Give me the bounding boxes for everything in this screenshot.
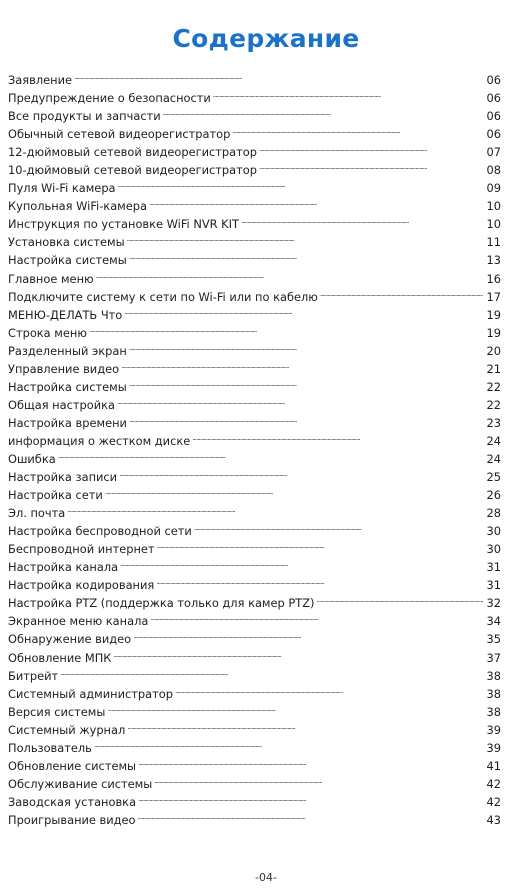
toc-entry-page: 42 [486,776,501,791]
toc-entry-page: 31 [486,560,501,575]
toc-entry[interactable] [8,84,501,106]
toc-entry-page: 31 [486,578,501,593]
dot-leader [232,120,482,138]
dot-leader [74,66,483,84]
dot-leader [194,517,483,535]
toc-entry-page: 17 [486,289,501,304]
dot-leader [129,409,483,427]
toc-entry-page: 38 [486,668,501,683]
dot-leader [259,138,483,156]
dot-leader [138,806,483,824]
toc-entry-page: 24 [486,433,501,448]
toc-entry-label: Настройка PTZ (поддержка только для камер PTZ) [8,596,315,611]
toc-entry-label: Обычный сетевой видеорегистратор [8,127,231,142]
toc-entry-page: 13 [486,253,501,268]
toc-entry-page: 22 [486,379,501,394]
toc-entry-page: 08 [486,163,501,178]
toc-entry-page: 34 [486,614,501,629]
toc-entry-page: 20 [486,343,501,358]
dot-leader [96,265,483,283]
toc-entry-label: Пуля Wi-Fi камера [8,181,116,196]
toc-entry-page: 35 [486,632,501,647]
dot-leader [150,607,482,625]
toc-entry-label: Обнаружение видео [8,632,132,647]
dot-leader [163,102,483,120]
dot-leader [154,770,482,788]
dot-leader [259,156,483,174]
toc-entry-page: 30 [486,542,501,557]
dot-leader [241,210,483,228]
table-of-contents [8,66,501,827]
toc-entry-label: Заводская установка [8,794,137,809]
toc-entry-page: 41 [486,758,501,773]
toc-entry[interactable] [8,445,501,466]
toc-entry[interactable] [8,66,501,87]
dot-leader [138,788,482,806]
dot-leader [129,373,483,391]
dot-leader [149,192,483,210]
toc-entry-page: 30 [486,524,501,539]
dot-leader [121,355,482,373]
dot-leader [107,698,482,716]
toc-entry-label: Настройка системы [8,253,127,268]
toc-entry-label: 12-дюймовый сетевой видеорегистратор [8,145,257,160]
toc-entry-page: 10 [486,217,501,232]
toc-entry-label: информация о жестком диске [8,433,191,448]
toc-entry-page: 19 [486,325,501,340]
toc-entry-label: Обновление МПК [8,650,112,665]
toc-entry-label: Битрейт [8,668,59,683]
dot-leader [316,589,482,607]
dot-leader [117,391,483,409]
toc-entry[interactable] [8,499,501,521]
toc-entry-page: 26 [486,488,501,503]
toc-entry-label: Обслуживание системы [8,776,153,791]
dot-leader [192,427,482,445]
toc-entry-label: Обновление системы [8,758,137,773]
toc-entry-label: Настройка кодирования [8,578,155,593]
dot-leader [175,680,483,698]
toc-entry-page: 32 [486,596,501,611]
toc-entry-label: Настройка записи [8,470,118,485]
dot-leader [129,337,483,355]
dot-leader [94,734,483,752]
toc-entry-label: Системный журнал [8,722,126,737]
toc-entry-label: Подключите систему к сети по Wi-Fi или по кабелю [8,289,318,304]
toc-entry-page: 38 [486,704,501,719]
dot-leader [124,301,482,319]
toc-entry[interactable] [8,463,501,485]
toc-entry-page: 43 [486,812,501,827]
toc-entry-label: Все продукты и запчасти [8,109,161,124]
toc-entry-label: Настройка беспроводной сети [8,524,192,539]
toc-entry-label: Проигрывание видео [8,812,136,827]
toc-entry[interactable] [8,662,501,683]
dot-leader [133,625,482,643]
toc-entry-page: 16 [486,271,501,286]
toc-entry-label: Пользователь [8,740,92,755]
toc-entry-page: 24 [486,451,501,466]
toc-entry-label: Настройка сети [8,488,103,503]
toc-entry-page: 06 [486,127,501,142]
toc-entry-page: 39 [486,740,501,755]
toc-entry-label: 10-дюймовый сетевой видеорегистратор [8,163,257,178]
toc-entry-label: Настройка системы [8,379,127,394]
toc-entry-page: 37 [486,650,501,665]
toc-entry[interactable] [8,680,501,701]
toc-entry-page: 22 [486,397,501,412]
dot-leader [119,463,482,481]
toc-entry-label: Установка системы [8,235,125,250]
dot-leader [127,228,483,246]
toc-entry-page: 07 [486,145,501,160]
toc-entry-page: 10 [486,199,501,214]
toc-entry-page: 39 [486,722,501,737]
toc-entry-page: 21 [486,361,501,376]
toc-entry-label: Заявление [8,73,72,87]
toc-entry-label: Строка меню [8,325,87,340]
toc-entry-page: 25 [486,470,501,485]
dot-leader [127,716,482,734]
dot-leader [105,481,483,499]
toc-entry-page: 06 [486,109,501,124]
toc-entry-label: Главное меню [8,271,94,286]
dot-leader [129,246,483,264]
toc-entry-page: 28 [486,506,501,521]
toc-entry-label: Общая настройка [8,397,115,412]
toc-entry-label: Беспроводной интернет [8,542,155,557]
toc-entry[interactable] [8,517,501,539]
toc-entry-page: 11 [486,235,501,250]
toc-entry-label: Ошибка [8,451,56,466]
toc-entry-label: Экранное меню канала [8,614,149,629]
toc-entry-page: 06 [486,73,501,87]
dot-leader [60,662,482,680]
dot-leader [89,319,483,337]
toc-entry-label: Системный администратор [8,686,173,701]
dot-leader [157,535,483,553]
toc-entry-page: 42 [486,794,501,809]
toc-entry-label: Инструкция по установке WiFi NVR KIT [8,217,239,232]
toc-entry-label: Настройка канала [8,560,119,575]
toc-entry-label: Настройка времени [8,415,127,430]
dot-leader [320,283,483,301]
dot-leader [213,84,483,102]
page-title: Содержание [172,24,360,53]
toc-entry-label: Эл. почта [8,506,66,521]
toc-entry-label: Разделенный экран [8,343,127,358]
toc-entry-label: Предупреждение о безопасности [8,91,211,106]
toc-entry-page: 23 [486,415,501,430]
dot-leader [58,445,483,463]
dot-leader [138,752,482,770]
toc-entry-label: Версия системы [8,704,106,719]
dot-leader [118,174,483,192]
toc-entry-page: 38 [486,686,501,701]
dot-leader [67,499,482,517]
page-number: -04- [255,871,277,884]
dot-leader [120,553,482,571]
dot-leader [113,644,482,662]
toc-entry-page: 06 [486,91,501,106]
toc-entry-label: Купольная WiFi-камера [8,199,147,214]
dot-leader [156,571,482,589]
toc-entry-label: Управление видео [8,361,120,376]
toc-entry-label: МЕНЮ-ДЕЛАТЬ Что [8,307,123,322]
toc-entry-page: 19 [486,307,501,322]
toc-entry-page: 09 [486,181,501,196]
